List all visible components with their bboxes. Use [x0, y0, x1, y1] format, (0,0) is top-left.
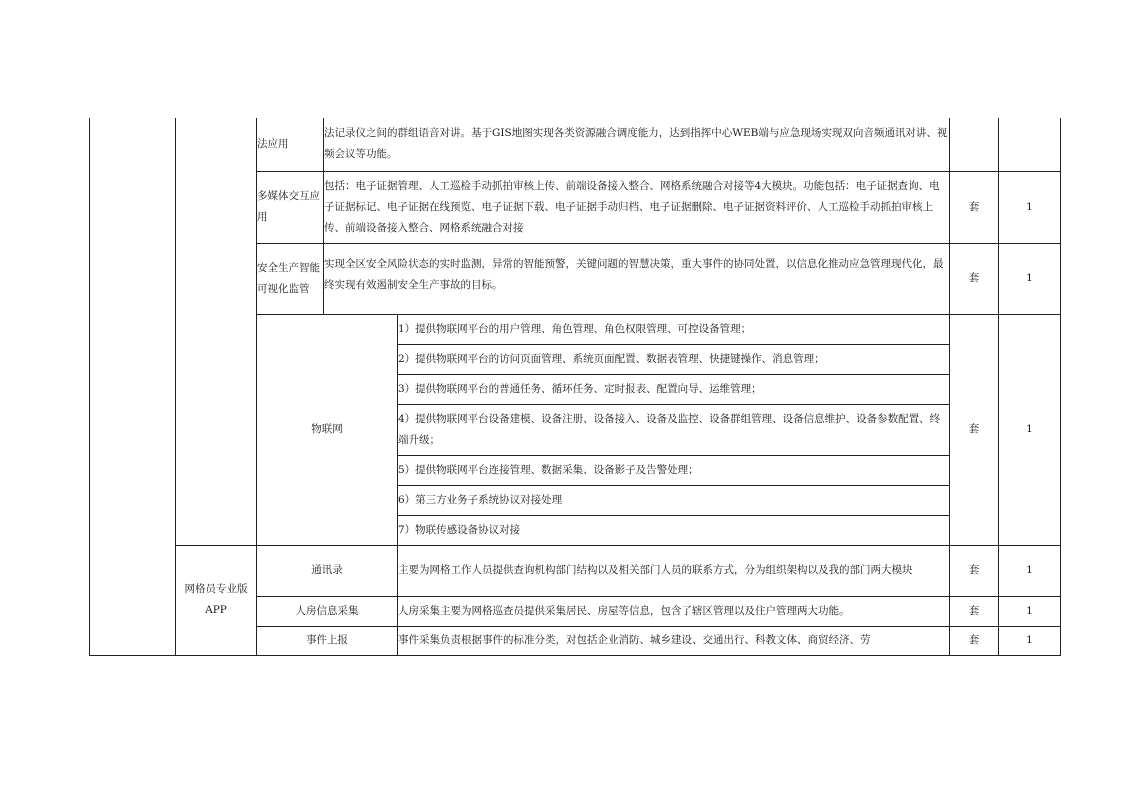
unit-value: 套 [968, 634, 980, 646]
table-row [90, 545, 1061, 596]
item-name: 多媒体交互应用 [257, 190, 320, 223]
item-name-cell [257, 243, 324, 314]
item-desc: 法记录仪之间的群组语音对讲。基于GIS地图实现各类资源融合调度能力，达到指挥中心WEB端与应急现场实现双向音频通讯对讲、视频会议等功能。 [324, 127, 948, 161]
item-desc-cell [324, 118, 950, 171]
iot-item-cell [398, 404, 950, 455]
item-name-cell [257, 626, 398, 655]
iot-qty-cell [999, 314, 1061, 545]
item-name: 安全生产智能可视化监管 [257, 261, 320, 295]
qty-value: 1 [1026, 604, 1033, 617]
iot-item: 2）提供物联网平台的访问页面管理、系统页面配置、数据表管理、快捷键操作、消息管理； [398, 352, 825, 365]
item-desc: 事件采集负责根据事件的标准分类，对包括企业消防、城乡建设、交通出行、科教文体、商贸经济、劳 [398, 634, 871, 646]
qty-cell [999, 545, 1061, 596]
category-cell-empty [90, 118, 176, 655]
item-name: 法应用 [257, 137, 289, 150]
unit-value: 套 [968, 423, 980, 435]
qty-value: 1 [1026, 423, 1033, 435]
item-desc-cell [324, 171, 950, 243]
qty-cell [999, 171, 1061, 243]
iot-item-cell [398, 455, 950, 485]
unit-cell [950, 626, 999, 655]
unit-value: 套 [968, 272, 980, 284]
iot-item-cell [398, 374, 950, 404]
item-desc: 包括：电子证据管理、人工巡检手动抓拍审核上传、前端设备接入整合、网格系统融合对接等4大模块。功能包括：电子证据查询、电子证据标记、电子证据在线预览、电子证据下载、电子证据手动归档、电子证据删除、电子证据资料评价、人工巡检手动抓拍审核上传、前端设备接入整合、网格系统融合对接 [324, 179, 940, 234]
iot-item: 1）提供物联网平台的用户管理、角色管理、角色权限管理、可控设备管理； [398, 322, 752, 335]
qty-value: 1 [1026, 272, 1033, 284]
item-name: 人房信息采集 [295, 604, 359, 617]
unit-cell [950, 545, 999, 596]
iot-item-cell [398, 344, 950, 374]
table-row [90, 118, 1061, 171]
requirements-table [89, 118, 1061, 656]
qty-cell [999, 118, 1061, 171]
item-desc-cell [398, 626, 950, 655]
iot-item: 6）第三方业务子系统协议对接处理 [398, 493, 563, 506]
item-name-cell [257, 596, 398, 626]
item-desc: 实现全区安全风险状态的实时监测，异常的智能预警，关键问题的智慧决策，重大事件的协同处置，以信息化推动应急管理现代化，最终实现有效遏制安全生产事故的目标。 [324, 257, 944, 291]
item-desc: 人房采集主要为网格巡查员提供采集居民、房屋等信息，包含了辖区管理以及住户管理两大功能。 [398, 604, 850, 617]
app-group-cell [176, 545, 257, 655]
unit-value: 套 [968, 604, 980, 617]
unit-cell [950, 596, 999, 626]
qty-cell [999, 626, 1061, 655]
item-name-cell [257, 545, 398, 596]
subcategory-cell-empty [176, 118, 257, 545]
item-name-cell [257, 118, 324, 171]
unit-cell [950, 171, 999, 243]
qty-cell [999, 596, 1061, 626]
iot-item-cell [398, 485, 950, 515]
iot-item: 3）提供物联网平台的普通任务、循环任务、定时报表、配置向导、运维管理； [398, 382, 762, 395]
qty-value: 1 [1026, 200, 1033, 213]
item-name: 事件上报 [306, 634, 348, 646]
item-desc-cell [398, 596, 950, 626]
iot-item-cell [398, 314, 950, 344]
iot-unit-cell [950, 314, 999, 545]
item-name: 通讯录 [311, 564, 343, 576]
item-name-cell [257, 171, 324, 243]
qty-value: 1 [1026, 634, 1033, 646]
iot-item: 5）提供物联网平台连接管理、数据采集、设备影子及告警处理； [398, 463, 699, 476]
unit-value: 套 [968, 564, 980, 576]
unit-cell [950, 118, 999, 171]
item-desc-cell [324, 243, 950, 314]
iot-name-cell [257, 314, 398, 545]
unit-cell [950, 243, 999, 314]
item-desc: 主要为网格工作人员提供查询机构部门结构以及相关部门人员的联系方式，分为组织架构以及我的部门两大模块 [398, 564, 913, 576]
iot-item: 4）提供物联网平台设备建模、设备注册、设备接入、设备及监控、设备群组管理、设备信息维护、设备参数配置、终端升级； [398, 412, 941, 446]
iot-item-cell [398, 515, 950, 545]
qty-value: 1 [1026, 564, 1033, 576]
iot-item: 7）物联传感设备协议对接 [398, 523, 521, 536]
iot-name: 物联网 [311, 423, 343, 435]
item-desc-cell [398, 545, 950, 596]
app-group-name: 网格员专业版APP [184, 583, 248, 616]
unit-value: 套 [968, 200, 980, 213]
qty-cell [999, 243, 1061, 314]
